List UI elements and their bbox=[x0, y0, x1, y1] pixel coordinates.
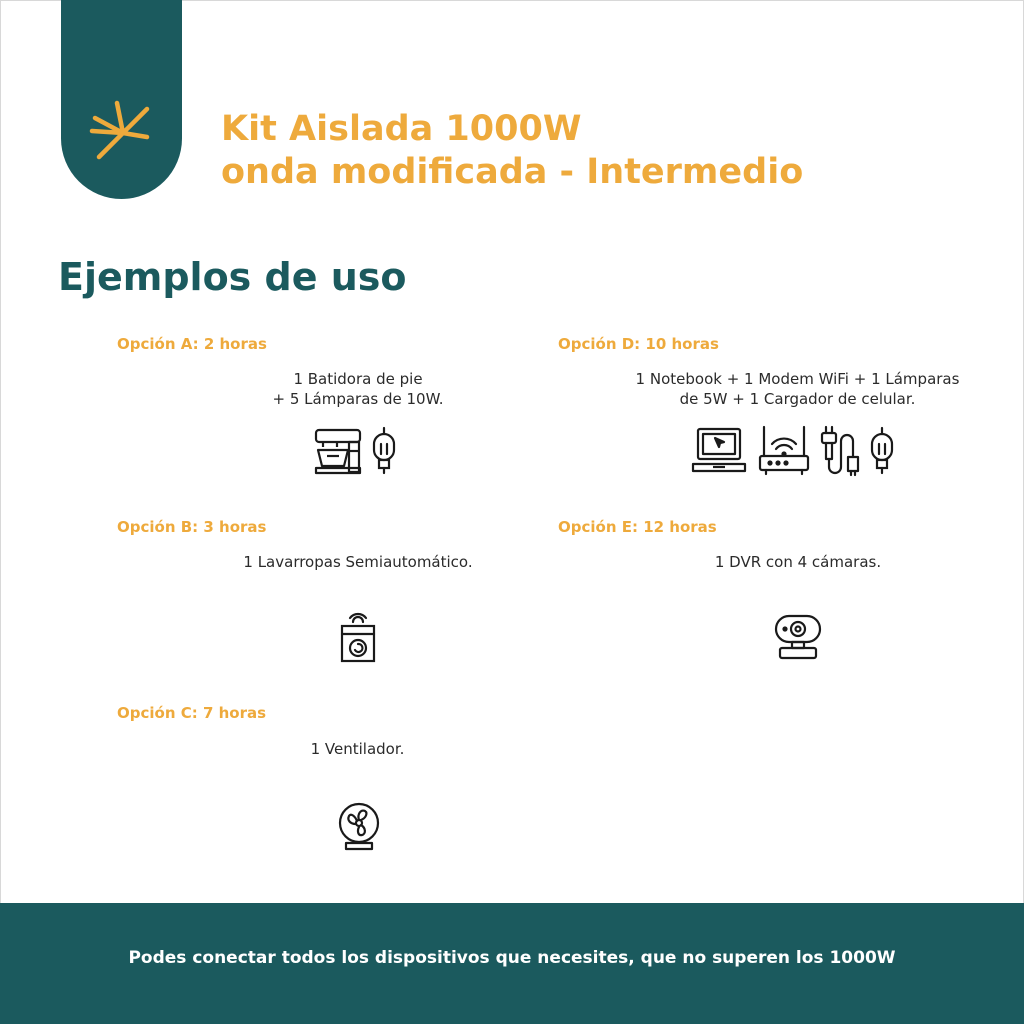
page-title bbox=[221, 108, 803, 194]
option-d-line-2: de 5W + 1 Cargador de celular. bbox=[679, 390, 916, 408]
title-line-2: onda modificada - Intermedio bbox=[221, 152, 804, 192]
option-c-description bbox=[290, 739, 425, 759]
option-d-description bbox=[625, 369, 970, 409]
webcam-icon bbox=[772, 612, 824, 662]
option-d-title: Opción D: 10 horas bbox=[558, 335, 719, 353]
option-c-line-1: 1 Ventilador. bbox=[310, 740, 405, 758]
footer-text: Podes conectar todos los dispositivos que necesites, que no superen los 1000W bbox=[128, 948, 896, 968]
fan-icon bbox=[336, 801, 382, 853]
wifi-router-icon bbox=[758, 424, 810, 476]
option-c-title: Opción C: 7 horas bbox=[117, 704, 267, 722]
lamp-icon bbox=[868, 426, 896, 476]
option-a-title: Opción A: 2 horas bbox=[117, 335, 267, 353]
title-line-1: Kit Aislada 1000W bbox=[221, 109, 582, 149]
option-a-line-2: + 5 Lámparas de 10W. bbox=[272, 390, 444, 408]
option-a-line-1: 1 Batidora de pie bbox=[293, 370, 423, 388]
option-b-description bbox=[232, 552, 484, 572]
sun-burst-icon bbox=[87, 97, 157, 167]
footer-banner bbox=[0, 903, 1024, 1024]
option-e-description bbox=[705, 552, 891, 572]
charger-icon bbox=[818, 425, 860, 477]
option-e-line-1: 1 DVR con 4 cámaras. bbox=[714, 553, 882, 571]
option-b-line-1: 1 Lavarropas Semiautomático. bbox=[243, 553, 473, 571]
option-b-title: Opción B: 3 horas bbox=[117, 518, 267, 536]
option-e-title: Opción E: 12 horas bbox=[558, 518, 717, 536]
laptop-icon bbox=[691, 426, 747, 476]
option-a-description bbox=[258, 369, 458, 409]
logo-tab bbox=[61, 0, 182, 199]
section-heading: Ejemplos de uso bbox=[58, 255, 407, 299]
washing-machine-icon bbox=[338, 610, 378, 664]
stand-mixer-icon bbox=[313, 426, 363, 476]
option-d-line-1: 1 Notebook + 1 Modem WiFi + 1 Lámparas bbox=[635, 370, 960, 388]
lamp-icon bbox=[370, 426, 398, 476]
